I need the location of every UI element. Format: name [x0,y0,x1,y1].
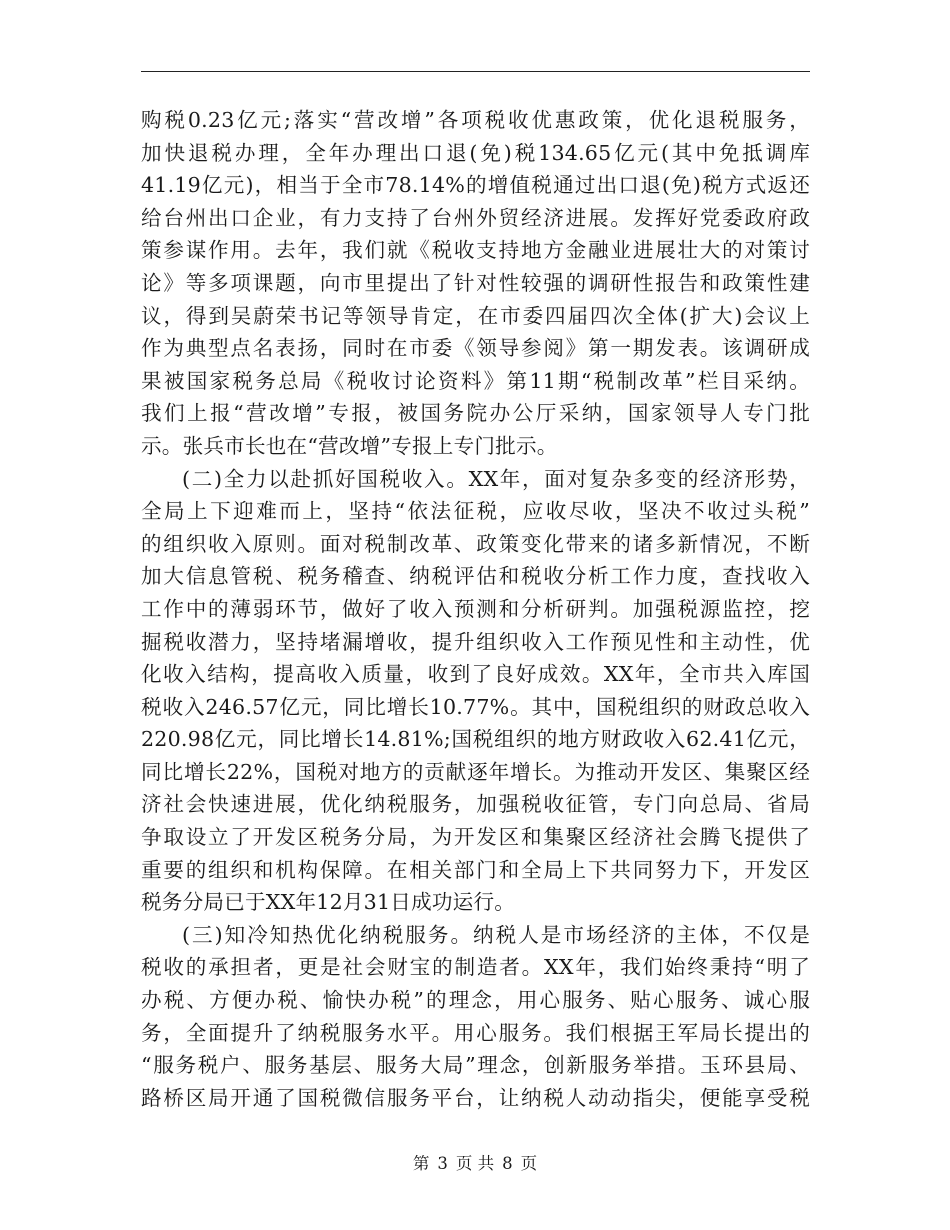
text-line: 重要的组织和机构保障。在相关部门和全局上下共同努力下，开发区 [141,857,810,882]
text-line: 加大信息管税、税务稽查、纳税评估和税收分析工作力度，查找收入 [141,564,810,589]
text-line: “服务税户、服务基层、服务大局”理念，创新服务举措。玉环县局、 [141,1053,810,1078]
text-line: 的组织收入原则。面对税制改革、政策变化带来的诸多新情况，不断 [141,531,810,556]
footer-current-page: 3 [437,1154,448,1173]
text-line: 220.98亿元，同比增长14.81%;国税组织的地方财政收入62.41亿元， [141,727,810,752]
text-line: 济社会快速进展，优化纳税服务，加强税收征管，专门向总局、省局 [141,792,810,817]
header-rule [141,71,810,72]
text-line: 办税、方便办税、愉快办税”的理念，用心服务、贴心服务、诚心服 [141,988,810,1013]
text-line: 给台州出口企业，有力支持了台州外贸经济进展。发挥好党委政府政 [141,205,810,230]
document-body [141,104,810,1114]
text-line: 争取设立了开发区税务分局，为开发区和集聚区经济社会腾飞提供了 [141,825,810,850]
text-line: 议，得到吴蔚荣书记等领导肯定，在市委四届四次全体(扩大)会议上 [141,303,810,328]
text-line: 务，全面提升了纳税服务水平。用心服务。我们根据王军局长提出的 [141,1020,810,1045]
text-line: 示。张兵市长也在“营改增”专报上专门批示。 [141,433,558,458]
text-line: (三)知冷知热优化纳税服务。纳税人是市场经济的主体，不仅是 [182,922,810,947]
text-line: 加快退税办理，全年办理出口退(免)税134.65亿元(其中免抵调库 [141,140,810,165]
text-line: 论》等多项课题，向市里提出了针对性较强的调研性报告和政策性建 [141,270,810,295]
text-line: 全局上下迎难而上，坚持“依法征税，应收尽收，坚决不收过头税” [141,499,810,524]
text-line: 作为典型点名表扬，同时在市委《领导参阅》第一期发表。该调研成 [141,336,810,361]
text-line: 同比增长22%，国税对地方的贡献逐年增长。为推动开发区、集聚区经 [141,759,810,784]
text-line: (二)全力以赴抓好国税收入。XX年，面对复杂多变的经济形势， [182,466,810,491]
text-line: 41.19亿元)，相当于全市78.14%的增值税通过出口退(免)税方式返还 [141,173,810,198]
text-line: 税收入246.57亿元，同比增长10.77%。其中，国税组织的财政总收入 [141,694,810,719]
text-line: 工作中的薄弱环节，做好了收入预测和分析研判。加强税源监控，挖 [141,596,810,621]
text-line: 化收入结构，提高收入质量，收到了良好成效。XX年，全市共入库国 [141,662,810,687]
text-line: 策参谋作用。去年，我们就《税收支持地方金融业进展壮大的对策讨 [141,238,810,263]
footer-total-pages: 8 [502,1154,513,1173]
text-line: 路桥区局开通了国税微信服务平台，让纳税人动动指尖，便能享受税 [141,1085,810,1110]
footer-middle: 页 共 [455,1154,495,1173]
text-line: 我们上报“营改增”专报，被国务院办公厅采纳，国家领导人专门批 [141,401,810,426]
text-line: 税收的承担者，更是社会财宝的制造者。XX年，我们始终秉持“明了 [141,955,810,980]
footer-suffix: 页 [520,1154,538,1173]
page-footer [0,1153,950,1175]
text-line: 果被国家税务总局《税收讨论资料》第11期“税制改革”栏目采纳。 [141,368,810,393]
text-line: 掘税收潜力，坚持堵漏增收，提升组织收入工作预见性和主动性，优 [141,629,810,654]
text-line: 购税0.23亿元;落实“营改增”各项税收优惠政策，优化退税服务， [141,108,810,132]
text-line: 税务分局已于XX年12月31日成功运行。 [141,890,516,915]
footer-prefix: 第 [412,1154,430,1173]
